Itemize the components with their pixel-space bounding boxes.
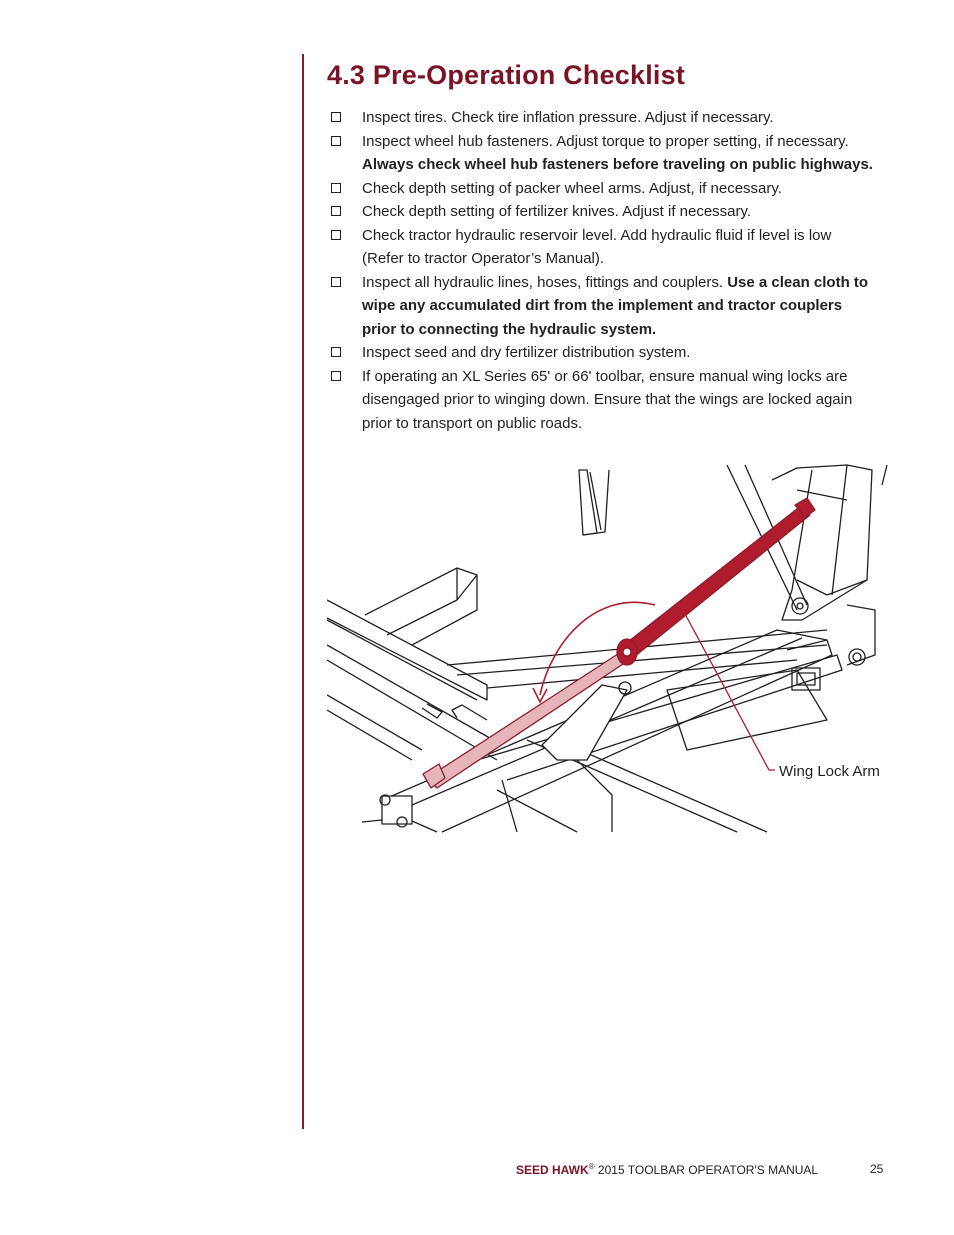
footer — [516, 1162, 818, 1177]
checkbox-icon — [331, 230, 341, 240]
registered-mark: ® — [588, 1162, 595, 1171]
checkbox-icon — [331, 277, 341, 287]
page-number: 25 — [870, 1162, 884, 1176]
checklist-item: Inspect all hydraulic lines, hoses, fittings and couplers. Use a clean cloth to wipe any accumulated dirt from the implement and tractor couplers prior to connecting the hydraulic system. — [329, 271, 874, 342]
checkbox-icon — [331, 112, 341, 122]
section-title: 4.3 Pre-Operation Checklist — [327, 60, 686, 90]
checkbox-icon — [331, 183, 341, 193]
brand-name: SEED HAWK — [516, 1163, 589, 1177]
checklist-item: Inspect wheel hub fasteners. Adjust torque to proper setting, if necessary. Always check wheel hub fasteners before traveling on public highways. — [329, 130, 874, 177]
checkbox-icon — [331, 136, 341, 146]
checkbox-icon — [331, 347, 341, 357]
manual-title: 2015 TOOLBAR OPERATOR'S MANUAL — [594, 1163, 819, 1177]
margin-rule — [302, 54, 304, 1129]
checklist-item: Check tractor hydraulic reservoir level. Add hydraulic fluid if level is low (Refer to tractor Operator’s Manual). — [329, 224, 874, 271]
checkbox-icon — [331, 371, 341, 381]
checklist-item: Inspect seed and dry fertilizer distribution system. — [329, 341, 874, 365]
wing-lock-arm-label: Wing Lock Arm — [779, 763, 880, 780]
checklist-item: Inspect tires. Check tire inflation pressure. Adjust if necessary. — [329, 106, 874, 130]
checkbox-icon — [331, 206, 341, 216]
checklist-item: If operating an XL Series 65' or 66' toolbar, ensure manual wing locks are disengaged prior to winging down. Ensure that the wings are locked again prior to transport on public roads. — [329, 365, 874, 436]
pre-operation-checklist — [329, 106, 874, 435]
checklist-item: Check depth setting of fertilizer knives. Adjust if necessary. — [329, 200, 874, 224]
checklist-item: Check depth setting of packer wheel arms. Adjust, if necessary. — [329, 177, 874, 201]
